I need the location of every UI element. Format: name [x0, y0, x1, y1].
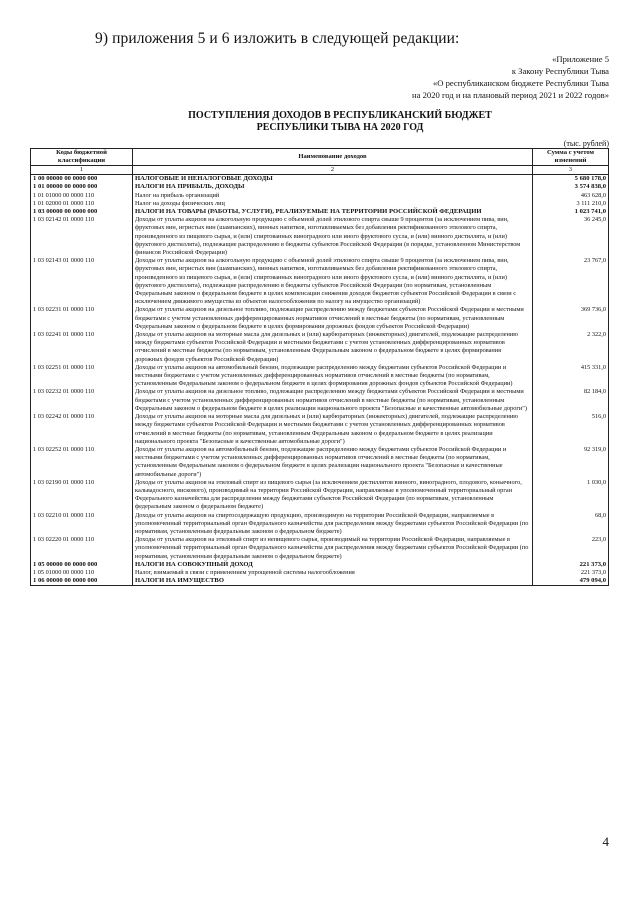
- page-number: 4: [602, 834, 609, 849]
- row-code: 1 03 00000 00 0000 000: [31, 208, 133, 216]
- annex-line-1: «Приложение 5: [552, 54, 609, 64]
- row-name: Доходы от уплаты акцизов на этиловый спирт из непищевого сырья, производимый на территории Российской Федерации, направляемые в уполномоченный территориальный орган Федерального казначейства для распределения между бюджетами субъектов Российской Федерации (по нормативам, установленным федеральным законом о федеральном бюджете): [133, 536, 533, 561]
- table-row: [31, 536, 609, 561]
- document-title: [120, 110, 560, 134]
- table-row: [31, 200, 609, 208]
- row-name: Доходы от уплаты акцизов на алкогольную продукцию с объемной долей этилового спирта свыше 9 процентов (за исключением пива, вин, фруктовых вин, игристых вин (шампанских), винных напитков, изготавливаемых без добавления ректификованного этилового спирта, произведенного из пищевого сырья, и (или) спиртованных виноградного или иного фруктового сусла, и (или) винного дистиллята, и (или) фруктового дистиллята), подлежащие распределению в бюджеты субъектов Российской Федерации (по нормативам, установленным Федеральным законом о федеральном бюджете в целях компенсации снижения доходов бюджетов субъектов Российской Федерации в связи с исключением движимого имущества из объектов налогообложения по налогу на имущество организаций): [133, 257, 533, 306]
- table-row: [31, 364, 609, 389]
- col-header-amount: Сумма с учетом изменений: [533, 149, 609, 166]
- annex-line-4: на 2020 год и на плановый период 2021 и 2022 годов»: [412, 90, 609, 100]
- table-row: [31, 561, 609, 569]
- title-line-1: ПОСТУПЛЕНИЯ ДОХОДОВ В РЕСПУБЛИКАНСКИЙ БЮДЖЕТ: [188, 110, 492, 121]
- row-amount: 463 628,0: [533, 192, 609, 200]
- row-name: НАЛОГИ НА СОВОКУПНЫЙ ДОХОД: [133, 561, 533, 569]
- row-amount: 223,0: [533, 536, 609, 561]
- table-row: [31, 257, 609, 306]
- row-amount: 36 245,0: [533, 216, 609, 257]
- row-name: Доходы от уплаты акцизов на этиловый спирт из пищевого сырья (за исключением дистиллятов винного, виноградного, плодового, коньячного, кальвадосного, вискового), производимый на территории Российской Федерации, направляемые в уполномоченный территориальный орган Федерального казначейства для распределения между бюджетами субъектов Российской Федерации (по нормативам, установленным федеральным законом о федеральном бюджете): [133, 479, 533, 512]
- row-amount: 82 184,0: [533, 388, 609, 413]
- row-name: Налог, взимаемый в связи с применением упрощенной системы налогообложения: [133, 569, 533, 577]
- table-row: [31, 577, 609, 586]
- table-row: [31, 208, 609, 216]
- row-code: 1 00 00000 00 0000 000: [31, 175, 133, 184]
- col-header-name: Наименование доходов: [133, 149, 533, 166]
- row-amount: 221 373,0: [533, 561, 609, 569]
- table-row: [31, 183, 609, 191]
- row-code: 1 01 02000 01 0000 110: [31, 200, 133, 208]
- table-row: [31, 446, 609, 479]
- row-code: 1 03 02142 01 0000 110: [31, 216, 133, 257]
- annex-header: [269, 53, 609, 101]
- unit-label: (тыс. рублей): [563, 139, 609, 148]
- row-name: Доходы от уплаты акцизов на моторные масла для дизельных и (или) карбюраторных (инжекторных) двигателей, подлежащие распределению между бюджетами субъектов Российской Федерации и местными бюджетами с учетом установленных дифференцированных нормативов отчислений в местные бюджеты (по нормативам, установленным Федеральным законом о федеральном бюджете в целях формирования дорожных фондов субъектов Российской Федерации): [133, 331, 533, 364]
- row-amount: 68,0: [533, 512, 609, 537]
- title-line-2: РЕСПУБЛИКИ ТЫВА НА 2020 ГОД: [256, 122, 424, 133]
- table-row: [31, 331, 609, 364]
- row-name: Налог на прибыль организаций: [133, 192, 533, 200]
- table-row: [31, 216, 609, 257]
- row-name: НАЛОГИ НА ИМУЩЕСТВО: [133, 577, 533, 586]
- table-row: [31, 175, 609, 184]
- row-amount: 5 680 178,0: [533, 175, 609, 184]
- row-amount: 479 094,0: [533, 577, 609, 586]
- row-code: 1 01 01000 00 0000 110: [31, 192, 133, 200]
- row-code: 1 03 02190 01 0000 110: [31, 479, 133, 512]
- annex-line-2: к Закону Республики Тыва: [511, 66, 609, 76]
- row-amount: 92 319,0: [533, 446, 609, 479]
- row-amount: 516,0: [533, 413, 609, 446]
- row-amount: 369 736,0: [533, 306, 609, 331]
- table-row: [31, 569, 609, 577]
- row-name: Доходы от уплаты акцизов на дизельное топливо, подлежащие распределению между бюджетами субъектов Российской Федерации и местными бюджетами с учетом установленных дифференцированных нормативов отчислений в местные бюджеты (по нормативам, установленным Федеральным законом о федеральном бюджете в целях реализации национального проекта "Безопасные и качественные автомобильные дороги"): [133, 388, 533, 413]
- row-name: НАЛОГИ НА ТОВАРЫ (РАБОТЫ, УСЛУГИ), РЕАЛИЗУЕМЫЕ НА ТЕРРИТОРИИ РОССИЙСКОЙ ФЕДЕРАЦИИ: [133, 208, 533, 216]
- table-body: [31, 175, 609, 586]
- row-code: 1 03 02210 01 0000 110: [31, 512, 133, 537]
- row-name: НАЛОГИ НА ПРИБЫЛЬ, ДОХОДЫ: [133, 183, 533, 191]
- row-code: 1 03 02252 01 0000 110: [31, 446, 133, 479]
- col-header-code: Коды бюджетной классификации: [31, 149, 133, 166]
- col-number-2: 2: [133, 166, 533, 175]
- row-code: 1 03 02143 01 0000 110: [31, 257, 133, 306]
- row-amount: 3 574 838,0: [533, 183, 609, 191]
- column-number-row: [31, 166, 609, 175]
- row-name: НАЛОГОВЫЕ И НЕНАЛОГОВЫЕ ДОХОДЫ: [133, 175, 533, 184]
- col-number-1: 1: [31, 166, 133, 175]
- table-row: [31, 413, 609, 446]
- row-name: Доходы от уплаты акцизов на моторные масла для дизельных и (или) карбюраторных (инжекторных) двигателей, подлежащие распределению между бюджетами субъектов Российской Федерации и местными бюджетами с учетом установленных дифференцированных нормативов отчислений в местные бюджеты (по нормативам, установленным Федеральным законом о федеральном бюджете в целях реализации национального проекта "Безопасные и качественные автомобильные дороги"): [133, 413, 533, 446]
- row-code: 1 03 02242 01 0000 110: [31, 413, 133, 446]
- row-name: Доходы от уплаты акцизов на автомобильный бензин, подлежащие распределению между бюджетами субъектов Российской Федерации и местными бюджетами с учетом установленных дифференцированных нормативов отчислений в местные бюджеты (по нормативам, установленным Федеральным законом о федеральном бюджете в целях реализации национального проекта "Безопасные и качественные автомобильные дороги"): [133, 446, 533, 479]
- row-code: 1 03 02220 01 0000 110: [31, 536, 133, 561]
- row-amount: 3 111 210,0: [533, 200, 609, 208]
- row-code: 1 03 02231 01 0000 110: [31, 306, 133, 331]
- row-name: Доходы от уплаты акцизов на спиртосодержащую продукцию, производимую на территории Российской Федерации, направляемые в уполномоченный территориальный орган Федерального казначейства для распределения между бюджетами субъектов Российской Федерации (по нормативам, установленным федеральным законом о федеральном бюджете): [133, 512, 533, 537]
- row-amount: 23 767,0: [533, 257, 609, 306]
- intro-text: 9) приложения 5 и 6 изложить в следующей редакции:: [95, 30, 460, 47]
- row-name: Доходы от уплаты акцизов на дизельное топливо, подлежащие распределению между бюджетами субъектов Российской Федерации и местными бюджетами с учетом установленных дифференцированных нормативов отчислений в местные бюджеты (по нормативам, установленным Федеральным законом о федеральном бюджете в целях формирования дорожных фондов субъектов Российской Федерации): [133, 306, 533, 331]
- col-number-3: 3: [533, 166, 609, 175]
- row-amount: 221 373,0: [533, 569, 609, 577]
- row-amount: 1 030,0: [533, 479, 609, 512]
- revenue-table: [30, 148, 609, 586]
- row-code: 1 05 01000 00 0000 110: [31, 569, 133, 577]
- table-row: [31, 512, 609, 537]
- row-code: 1 01 00000 00 0000 000: [31, 183, 133, 191]
- row-code: 1 05 00000 00 0000 000: [31, 561, 133, 569]
- table-header-row: [31, 149, 609, 166]
- table-row: [31, 306, 609, 331]
- table-row: [31, 479, 609, 512]
- annex-line-3: «О республиканском бюджете Республики Тыва: [432, 78, 609, 88]
- row-code: 1 03 02251 01 0000 110: [31, 364, 133, 389]
- row-name: Налог на доходы физических лиц: [133, 200, 533, 208]
- row-amount: 2 322,0: [533, 331, 609, 364]
- row-code: 1 03 02241 01 0000 110: [31, 331, 133, 364]
- row-name: Доходы от уплаты акцизов на алкогольную продукцию с объемной долей этилового спирта свыше 9 процентов (за исключением пива, вин, фруктовых вин, игристых вин (шампанских), винных напитков, изготавливаемых без добавления ректификованного этилового спирта, произведенного из пищевого сырья, и (или) спиртованных виноградного или иного фруктового сусла, и (или) винного дистиллята, и (или) фруктового дистиллята), подлежащие распределению в бюджеты субъектов Российской Федерации (в порядке, установленном Министерством финансов Российской Федерации): [133, 216, 533, 257]
- row-amount: 415 331,0: [533, 364, 609, 389]
- table-row: [31, 388, 609, 413]
- row-code: 1 06 00000 00 0000 000: [31, 577, 133, 586]
- row-code: 1 03 02232 01 0000 110: [31, 388, 133, 413]
- row-amount: 1 023 741,0: [533, 208, 609, 216]
- table-row: [31, 192, 609, 200]
- row-name: Доходы от уплаты акцизов на автомобильный бензин, подлежащие распределению между бюджетами субъектов Российской Федерации и местными бюджетами с учетом установленных дифференцированных нормативов отчислений в местные бюджеты (по нормативам, установленным Федеральным законом о федеральном бюджете в целях формирования дорожных фондов субъектов Российской Федерации): [133, 364, 533, 389]
